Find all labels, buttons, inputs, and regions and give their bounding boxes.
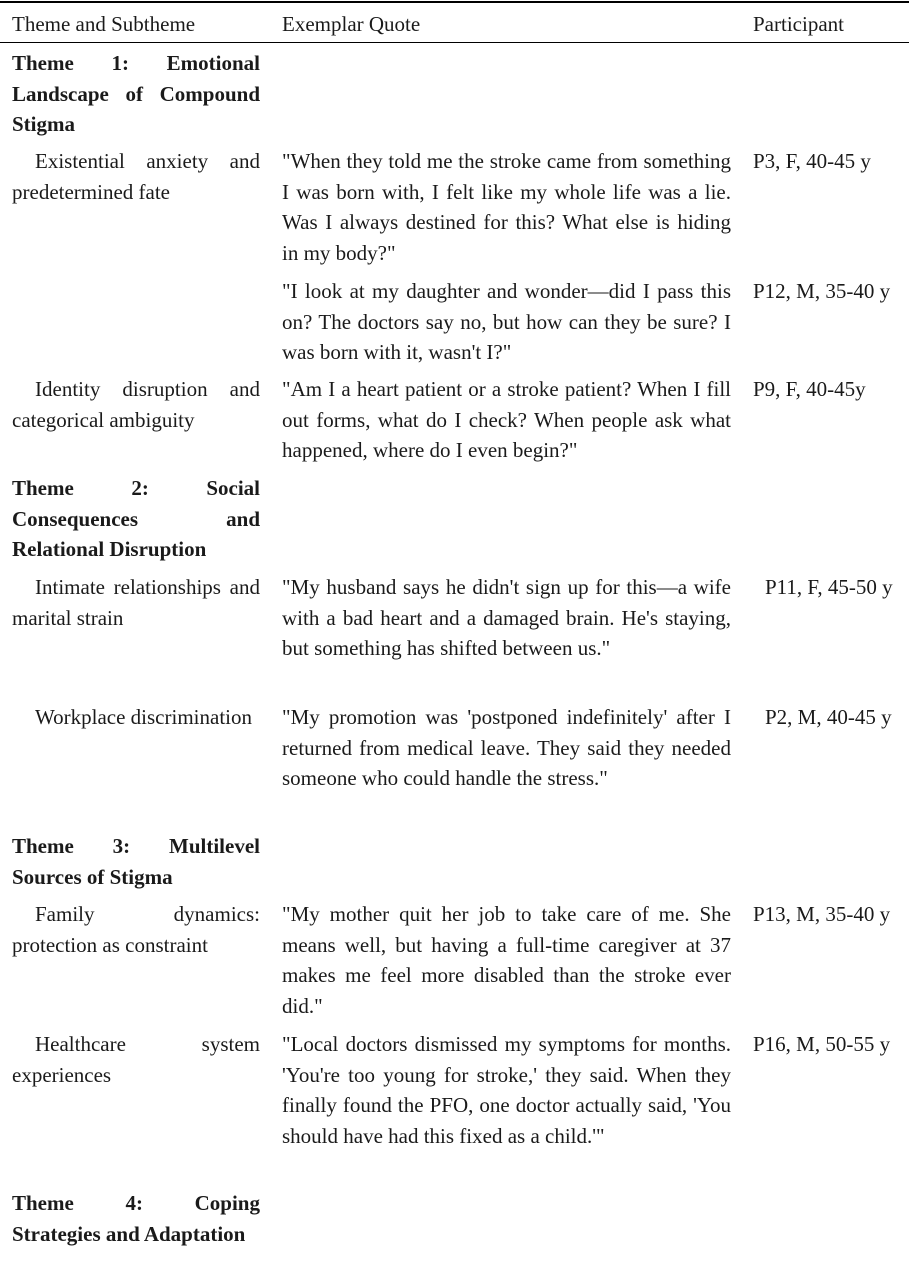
subtheme-existential-anxiety: Existential anxiety and predetermined fate — [12, 149, 260, 204]
theme-1-label: Theme 1: Emotional Landscape of Compound Stigma — [12, 51, 260, 136]
header-rule — [0, 42, 909, 43]
quote-workplace-discrimination: "My promotion was 'postponed indefinitely' after I returned from medical leave. They said they needed someone who could handle the stress." — [282, 705, 731, 790]
participant-p13: P13, M, 35-40 y — [753, 902, 891, 926]
quote-identity-disruption: "Am I a heart patient or a stroke patient? When I fill out forms, what do I check? When people ask what happened, where do I even begin?" — [282, 377, 731, 462]
table-top-rule — [0, 1, 909, 3]
quote-healthcare-system: "Local doctors dismissed my symptoms for months. 'You're too young for stroke,' they said. When they finally found the PFO, one doctor actually said, 'You should have had this fixed as a child.'" — [282, 1032, 731, 1148]
quote-daughter: "I look at my daughter and wonder—did I pass this on? The doctors say no, but how can they be sure? I was born with it, wasn't I?" — [282, 279, 731, 364]
subtheme-intimate-relationships: Intimate relationships and marital strain — [12, 575, 260, 630]
participant-p9: P9, F, 40-45y — [753, 377, 866, 401]
subtheme-identity-disruption: Identity disruption and categorical ambiguity — [12, 377, 260, 432]
theme-2-label: Theme 2: Social Consequences and Relational Disruption — [12, 476, 260, 561]
header-participant: Participant — [753, 12, 844, 36]
quote-intimate-relationships: "My husband says he didn't sign up for this—a wife with a bad heart and a damaged brain. He's staying, but something has shifted between us." — [282, 575, 731, 660]
subtheme-family-dynamics: Family dynamics: protection as constraint — [12, 902, 260, 957]
theme-3-label: Theme 3: Multilevel Sources of Stigma — [12, 834, 260, 889]
participant-p16: P16, M, 50-55 y — [753, 1032, 891, 1056]
quote-family-dynamics: "My mother quit her job to take care of me. She means well, but having a full-time caregiver at 37 makes me feel more disabled than the stroke ever did." — [282, 902, 731, 1018]
theme-4-label: Theme 4: Coping Strategies and Adaptation — [12, 1191, 260, 1246]
participant-p2: P2, M, 40-45 y — [765, 705, 892, 729]
header-theme-subtheme: Theme and Subtheme — [12, 12, 196, 36]
participant-p11: P11, F, 45-50 y — [765, 575, 893, 599]
subtheme-workplace-discrimination: Workplace discrimination — [35, 705, 252, 729]
quote-existential-anxiety: "When they told me the stroke came from something I was born with, I felt like my whole life was a lie. Was I always destined for this? What else is hiding in my body?" — [282, 149, 731, 265]
participant-p3: P3, F, 40-45 y — [753, 149, 871, 173]
participant-p12: P12, M, 35-40 y — [753, 279, 891, 303]
subtheme-healthcare-system: Healthcare system experiences — [12, 1032, 260, 1087]
header-exemplar-quote: Exemplar Quote — [282, 12, 421, 36]
